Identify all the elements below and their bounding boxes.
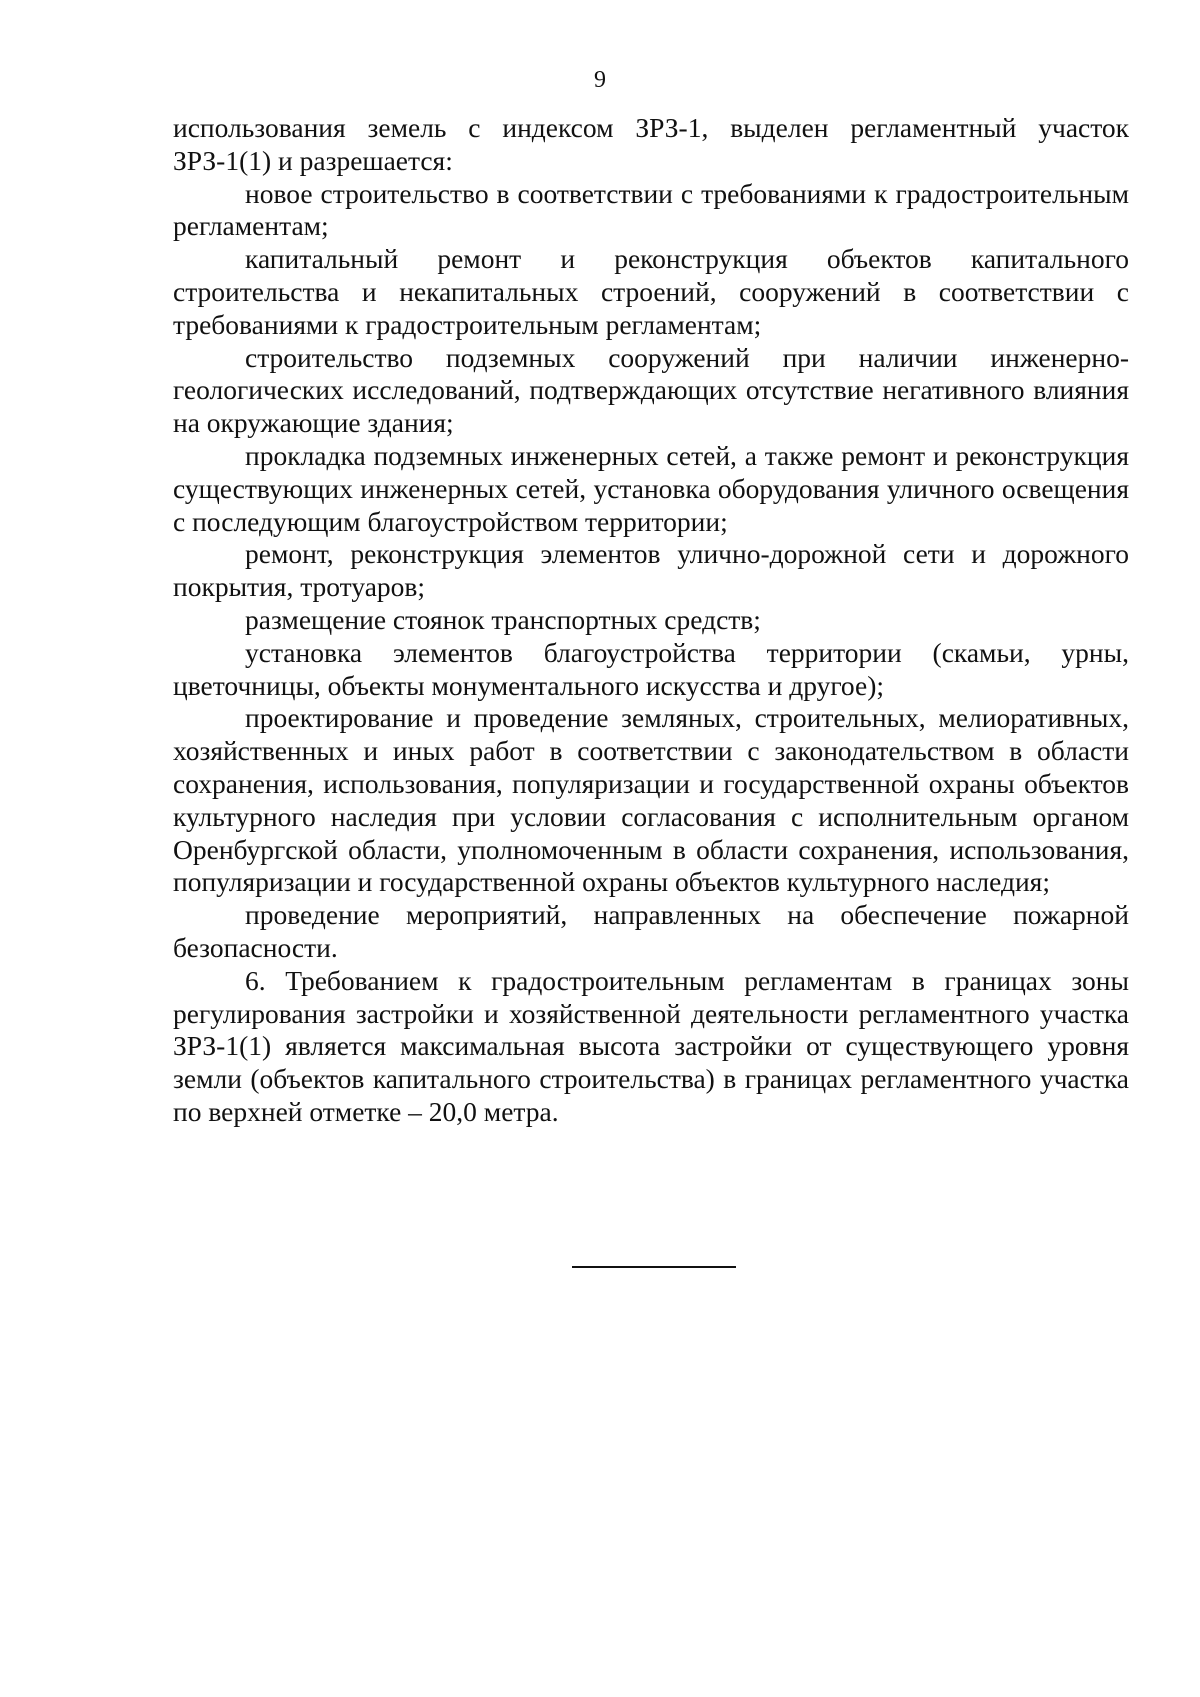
paragraph-continuation: использования земель с индексом ЗРЗ-1, выделен регламентный участок ЗРЗ-1(1) и разрешается: <box>173 112 1129 176</box>
list-item-landscaping: установка элементов благоустройства территории (скамьи, урны, цветочницы, объекты монументального искусства и другое); <box>173 636 1129 701</box>
list-item-capital-repair: капитальный ремонт и реконструкция объектов капитального строительства и некапитальных строений, сооружений в соответствии с требованиями к градостроительным регламентам; <box>173 243 1129 340</box>
document-body <box>173 112 1129 1129</box>
paragraph-height-requirement: 6. Требованием к градостроительным регламентам в границах зоны регулирования застройки и хозяйственной деятельности регламентного участка ЗРЗ-1(1) является максимальная высота застройки от существующего уровня земли (объектов капитального строительства) в границах регламентного участка по верхней отметке – 20,0 метра. <box>173 964 1129 1127</box>
list-item-parking: размещение стоянок транспортных средств; <box>245 603 761 635</box>
list-item-new-construction: новое строительство в соответствии с требованиями к градостроительным регламентам; <box>173 177 1129 242</box>
end-of-document-rule <box>572 1266 736 1268</box>
page-number: 9 <box>594 67 606 93</box>
list-item-design-works: проектирование и проведение земляных, строительных, мелиоративных, хозяйственных и иных работ в соответствии с законодательством в области сохранения, использования, популяризации и государственной охраны объектов культурного наследия при условии согласования с исполнительным органом Оренбургской области, уполномоченным в области сохранения, использования, популяризации и государственной охраны объектов культурного наследия; <box>173 702 1129 898</box>
list-item-fire-safety: проведение мероприятий, направленных на обеспечение пожарной безопасности. <box>173 899 1129 963</box>
list-item-road-repair: ремонт, реконструкция элементов улично-дорожной сети и дорожного покрытия, тротуаров; <box>173 538 1129 603</box>
list-item-underground-structures: строительство подземных сооружений при наличии инженерно-геологических исследований, подтверждающих отсутствие негативного влияния на окружающие здания; <box>173 341 1129 439</box>
list-item-engineering-networks: прокладка подземных инженерных сетей, а также ремонт и реконструкция существующих инженерных сетей, установка оборудования уличного освещения с последующим благоустройством территории; <box>173 439 1129 537</box>
